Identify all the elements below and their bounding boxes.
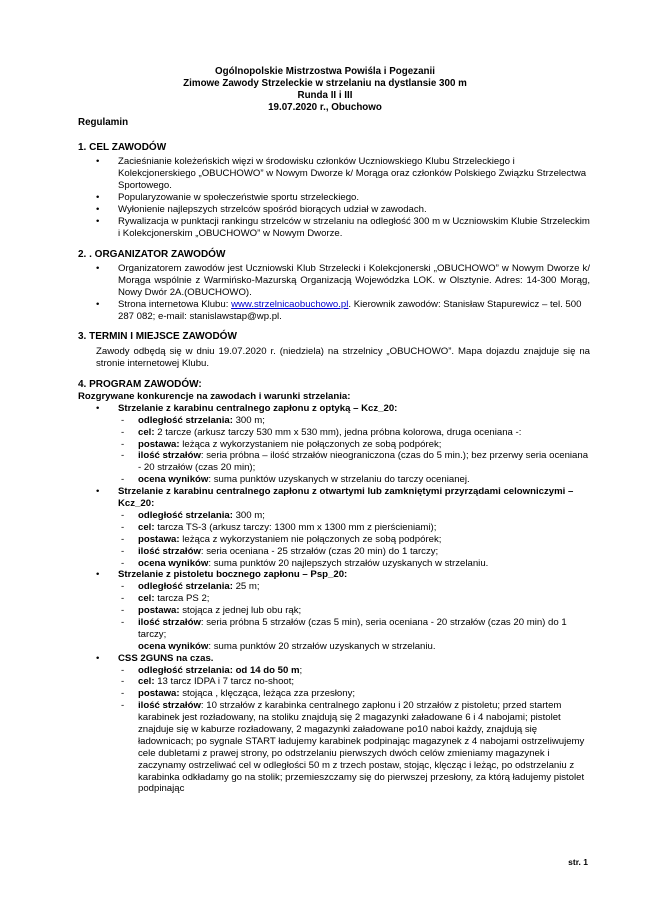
detail-value: : seria próbna – ilość strzałów nieograniczona (czas do 5 min.); bez przerwy seria oceniana - 20 strzałów (czas 20 min); bbox=[138, 450, 589, 474]
detail-label: ilość strzałów bbox=[138, 700, 201, 712]
list-item bbox=[78, 299, 590, 323]
detail-value: 13 tarcz IDPA i 7 tarcz no-shoot; bbox=[154, 676, 295, 688]
detail-row bbox=[118, 581, 590, 593]
detail-value: stojąca , klęcząca, leżąca zza przesłony; bbox=[179, 688, 356, 700]
detail-row bbox=[118, 415, 590, 427]
document-body bbox=[78, 142, 590, 804]
section-4 bbox=[78, 379, 590, 796]
detail-label: odległość strzelania: bbox=[138, 581, 233, 593]
detail-value: : seria oceniana - 25 strzałów (czas 20 min) do 1 tarczy; bbox=[200, 545, 439, 557]
document-header bbox=[0, 66, 650, 114]
header-line-2: Zimowe Zawody Strzeleckie w strzelaniu na dystlansie 300 m bbox=[183, 77, 467, 89]
header-line-4: 19.07.2020 r., Obuchowo bbox=[268, 101, 382, 113]
section-1-list bbox=[78, 156, 590, 239]
section-1-title: 1. CEL ZAWODÓW bbox=[78, 142, 167, 153]
detail-label: cel: bbox=[138, 521, 155, 533]
detail-row bbox=[118, 593, 590, 605]
detail-row bbox=[118, 439, 590, 451]
section-4-subtitle: Rozgrywane konkurencje na zawodach i warunki strzelania: bbox=[78, 391, 351, 403]
detail-label: postawa: bbox=[138, 688, 180, 700]
detail-row bbox=[118, 641, 590, 653]
club-website-link[interactable]: www.strzelnicaobuchowo.pl bbox=[231, 298, 349, 310]
detail-row bbox=[118, 534, 590, 546]
detail-value: leżąca z wykorzystaniem nie połączonych ze sobą podpórek; bbox=[179, 438, 442, 450]
section-2-title: 2. . ORGANIZATOR ZAWODÓW bbox=[78, 248, 226, 260]
detail-row bbox=[118, 474, 590, 486]
detail-row bbox=[118, 605, 590, 617]
detail-label: cel: bbox=[138, 426, 155, 438]
detail-row bbox=[118, 558, 590, 570]
competition-title: • Strzelanie z pistoletu bocznego zapłonu – Psp_20: bbox=[118, 569, 348, 581]
page-number: str. 1 bbox=[568, 857, 588, 867]
competition-item bbox=[78, 569, 590, 652]
detail-row bbox=[118, 522, 590, 534]
section-2-list bbox=[78, 263, 590, 322]
section-4-title: 4. PROGRAM ZAWODÓW: bbox=[78, 378, 202, 390]
detail-row bbox=[118, 546, 590, 558]
detail-label: cel: bbox=[138, 593, 155, 605]
competition-item bbox=[78, 653, 590, 796]
detail-value: stojąca z jednej lub obu rąk; bbox=[179, 605, 302, 617]
header-line-3: Runda II i III bbox=[297, 89, 353, 101]
section-1 bbox=[78, 142, 590, 240]
detail-value: : seria próbna 5 strzałów (czas 5 min), seria oceniana - 20 strzałów (czas 20 min) do 1 tarczy; bbox=[138, 616, 567, 640]
detail-label: odległość strzelania: bbox=[138, 414, 233, 426]
detail-label: postawa: bbox=[138, 438, 180, 450]
text: Strona internetowa Klubu: bbox=[118, 298, 232, 310]
detail-label: ilość strzałów bbox=[138, 616, 201, 628]
detail-row bbox=[118, 510, 590, 522]
detail-row bbox=[118, 676, 590, 688]
competition-title: • CSS 2GUNS na czas. bbox=[118, 652, 214, 664]
detail-value: 300 m; bbox=[232, 509, 265, 521]
detail-label: cel: bbox=[138, 676, 155, 688]
detail-label: odległość strzelania: od 14 do 50 m bbox=[138, 664, 300, 676]
competition-list bbox=[78, 403, 590, 795]
detail-label: ocena wyników bbox=[138, 640, 209, 652]
section-3-title: 3. TERMIN I MIEJSCE ZAWODÓW bbox=[78, 331, 237, 343]
detail-value: leżąca z wykorzystaniem nie połączonych ze sobą podpórek; bbox=[179, 533, 442, 545]
detail-label: ocena wyników bbox=[138, 474, 209, 486]
detail-row bbox=[118, 617, 590, 641]
detail-value: ; bbox=[299, 664, 303, 676]
detail-value: 25 m; bbox=[232, 581, 260, 593]
detail-row bbox=[118, 450, 590, 474]
detail-row bbox=[118, 700, 590, 795]
competition-details bbox=[118, 581, 590, 652]
competition-title: • Strzelanie z karabinu centralnego zapłonu z optyką – Kcz_20: bbox=[118, 402, 398, 414]
section-2 bbox=[78, 249, 590, 323]
detail-value: : 10 strzałów z karabinka centralnego zapłonu i 20 strzałów z pistoletu; przed startem karabinek jest rozładowany, na stoliku znajdują się 2 magazynki załadowane 6 i 4 nabojami; pistolet znajduje się w kaburze rozładowany, 2 magazynki załadowane po10 naboi każdy, znajdują się ładownicach; po sygnale START ładujemy karabinek podpinając magazynek z 4 nabojami ostrzeliwujemy cele dubletami z prawej strony, po odstrzelaniu pierwszych dwóch celów zmieniamy magazynek i zaczynamy ostrzeliwać cel w odległości 50 m z trzech postaw, stojąc, klęcząc i leżąc, po odstrzelaniu z karabinka odkładamy go na stolik; przemieszczamy się do pierwszej przesłony, za którą ładujemy pistolet podpinając bbox=[138, 700, 585, 795]
text: . Kierownik zawodów: Stanisław Stapurewicz – tel. 500 287 082; e-mail: stanislawstap@wp.pl. bbox=[118, 298, 582, 322]
detail-label: ocena wyników bbox=[138, 557, 209, 569]
detail-row bbox=[118, 665, 590, 677]
competition-details bbox=[118, 665, 590, 796]
detail-value: 2 tarcze (arkusz tarczy 530 mm x 530 mm), jedna próbna kolorowa, druga oceniana -: bbox=[154, 426, 522, 438]
detail-value: : suma punktów uzyskanych w strzelaniu do tarczy ocenianej. bbox=[208, 474, 470, 486]
detail-row bbox=[118, 688, 590, 700]
regulamin-heading: Regulamin bbox=[78, 117, 129, 128]
detail-value: tarcza TS-3 (arkusz tarczy: 1300 mm x 1300 mm z pierścieniami); bbox=[154, 521, 437, 533]
section-3 bbox=[78, 331, 590, 369]
competition-details bbox=[118, 510, 590, 569]
list-item: • Wyłonienie najlepszych strzelców spośród biorących udział w zawodach. bbox=[78, 204, 590, 216]
detail-value: 300 m; bbox=[232, 414, 265, 426]
detail-label: ilość strzałów bbox=[138, 450, 201, 462]
detail-value: : suma punktów 20 strzałów uzyskanych w strzelaniu. bbox=[208, 640, 436, 652]
header-line-1: Ogólnopolskie Mistrzostwa Powiśla i Pogezanii bbox=[215, 66, 435, 77]
section-3-text: Zawody odbędą się w dniu 19.07.2020 r. (niedziela) na strzelnicy „OBUCHOWO”. Mapa dojazdu znajduje się na stronie internetowej Klubu. bbox=[96, 345, 590, 369]
list-item: • Zacieśnianie koleżeńskich więzi w środowisku członków Uczniowskiego Klubu Strzeleckiego i Kolekcjonerskiego „OBUCHOWO” w Nowym Dworze k/ Morąga oraz członków Polskiego Związku Strzelectwa Sportowego. bbox=[78, 156, 590, 192]
detail-label: postawa: bbox=[138, 533, 180, 545]
detail-label: odległość strzelania: bbox=[138, 509, 233, 521]
detail-label: ilość strzałów bbox=[138, 545, 201, 557]
competition-item bbox=[78, 403, 590, 486]
competition-title: • Strzelanie z karabinu centralnego zapłonu z otwartymi lub zamkniętymi przyrządami celowniczymi – Kcz_20: bbox=[118, 486, 574, 510]
detail-label: postawa: bbox=[138, 605, 180, 617]
detail-value: tarcza PS 2; bbox=[154, 593, 210, 605]
competition-item bbox=[78, 486, 590, 569]
list-item: • Popularyzowanie w społeczeństwie sportu strzeleckiego. bbox=[78, 192, 590, 204]
detail-value: : suma punktów 20 najlepszych strzałów uzyskanych w strzelaniu. bbox=[208, 557, 489, 569]
list-item: • Rywalizacja w punktacji rankingu strzelców w strzelaniu na odległość 300 m w Uczniowskim Klubie Strzeleckim i Kolekcjonerskim „OBUCHOWO” w Nowym Dworze. bbox=[78, 216, 590, 240]
list-item: • Organizatorem zawodów jest Uczniowski Klub Strzelecki i Kolekcjonerski „OBUCHOWO” w Nowym Dworze k/ Morąga wspólnie z Warmińsko-Mazurską Organizacją Wojewódzka LOK. w Olsztynie. Adres: 14-300 Morąg, Nowy Dwór 2A.(OBUCHOWO). bbox=[78, 263, 590, 299]
detail-row bbox=[118, 427, 590, 439]
competition-details bbox=[118, 415, 590, 486]
